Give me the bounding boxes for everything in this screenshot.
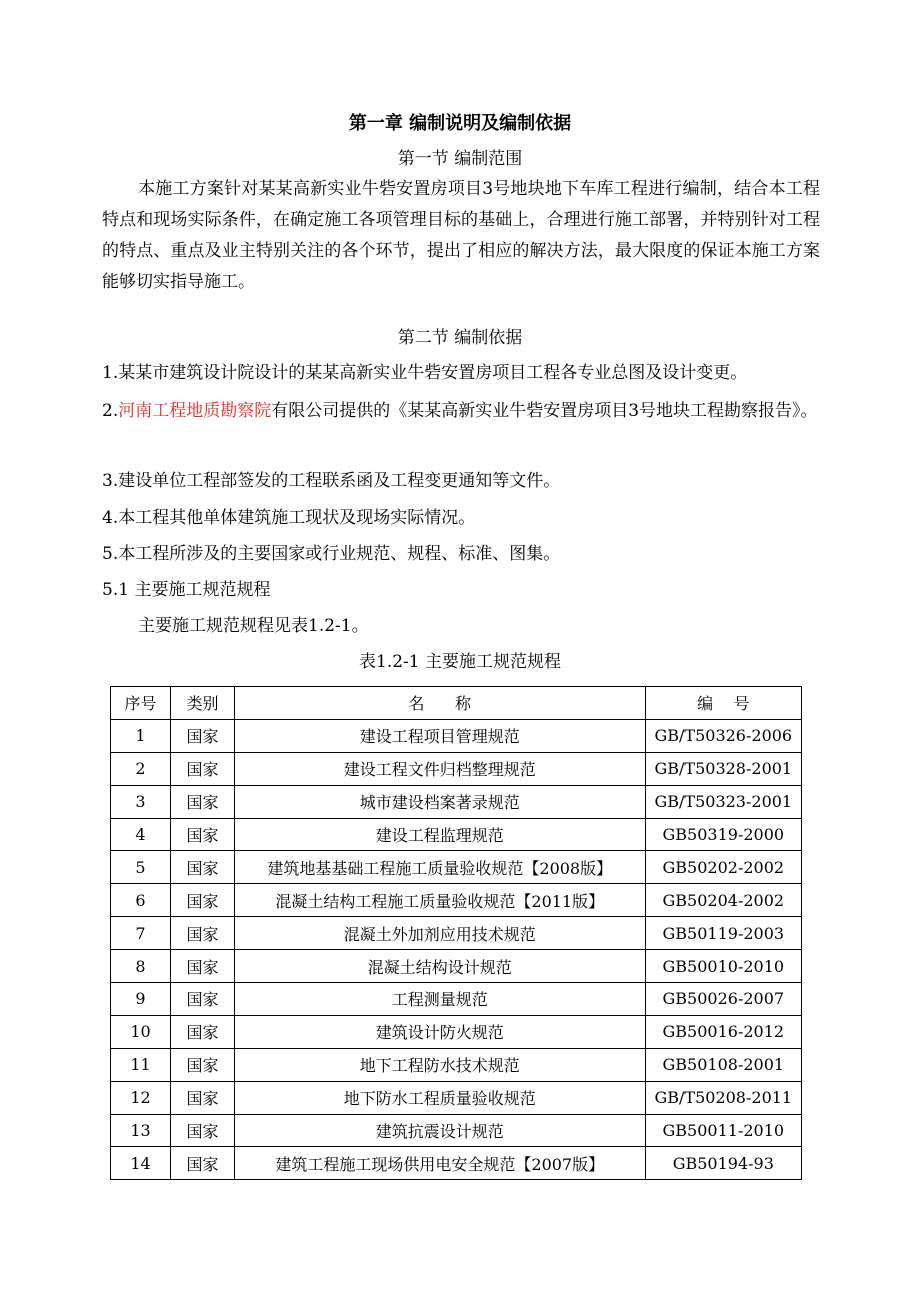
cell-code: GB/T50323-2001 bbox=[645, 785, 801, 818]
basis-item-2-text: 有限公司提供的《某某高新实业牛砦安置房项目3号地块工程勘察报告》。 bbox=[271, 401, 818, 421]
cell-name: 混凝土外加剂应用技术规范 bbox=[234, 917, 645, 950]
basis-item-5: 5.本工程所涉及的主要国家或行业规范、规程、标准、图集。 bbox=[102, 544, 561, 564]
basis-item-2-highlight: 河南工程地质勘察院 bbox=[118, 401, 272, 421]
basis-item-4: 4.本工程其他单体建筑施工现状及现场实际情况。 bbox=[102, 508, 476, 528]
table-caption: 表1.2-1 主要施工规范规程 bbox=[359, 652, 561, 672]
cell-code: GB50204-2002 bbox=[645, 884, 801, 917]
cell-category: 国家 bbox=[171, 785, 235, 818]
cell-category: 国家 bbox=[171, 818, 235, 851]
cell-name: 建筑工程施工现场供用电安全规范【2007版】 bbox=[234, 1147, 645, 1180]
table-row bbox=[111, 752, 802, 785]
cell-name: 混凝土结构设计规范 bbox=[234, 950, 645, 983]
cell-no: 3 bbox=[111, 785, 171, 818]
basis-item-5-1-text: 主要施工规范规程见表1.2-1。 bbox=[138, 616, 369, 636]
cell-code: GB/T50208-2011 bbox=[645, 1081, 801, 1114]
table-row bbox=[111, 983, 802, 1016]
table-row bbox=[111, 1015, 802, 1048]
cell-name: 建设工程监理规范 bbox=[234, 818, 645, 851]
cell-name: 地下工程防水技术规范 bbox=[234, 1048, 645, 1081]
header-code: 编 号 bbox=[645, 687, 801, 720]
table-row bbox=[111, 851, 802, 884]
specs-table bbox=[110, 686, 802, 1180]
cell-category: 国家 bbox=[171, 752, 235, 785]
cell-name: 城市建设档案著录规范 bbox=[234, 785, 645, 818]
table-row bbox=[111, 818, 802, 851]
cell-name: 建设工程项目管理规范 bbox=[234, 719, 645, 752]
cell-name: 地下防水工程质量验收规范 bbox=[234, 1081, 645, 1114]
cell-no: 2 bbox=[111, 752, 171, 785]
cell-no: 8 bbox=[111, 950, 171, 983]
header-no: 序号 bbox=[111, 687, 171, 720]
cell-name: 建设工程文件归档整理规范 bbox=[234, 752, 645, 785]
section-title-basis: 第二节 编制依据 bbox=[397, 328, 523, 348]
table-row bbox=[111, 719, 802, 752]
table-row bbox=[111, 1147, 802, 1180]
cell-category: 国家 bbox=[171, 950, 235, 983]
chapter-title: 第一章 编制说明及编制依据 bbox=[348, 113, 572, 134]
cell-code: GB/T50326-2006 bbox=[645, 719, 801, 752]
section-title-scope: 第一节 编制范围 bbox=[397, 149, 523, 169]
basis-item-3: 3.建设单位工程部签发的工程联系函及工程变更通知等文件。 bbox=[102, 471, 561, 491]
cell-category: 国家 bbox=[171, 884, 235, 917]
cell-code: GB/T50328-2001 bbox=[645, 752, 801, 785]
cell-code: GB50108-2001 bbox=[645, 1048, 801, 1081]
cell-category: 国家 bbox=[171, 1147, 235, 1180]
cell-category: 国家 bbox=[171, 719, 235, 752]
cell-name: 建筑地基基础工程施工质量验收规范【2008版】 bbox=[234, 851, 645, 884]
table-row bbox=[111, 884, 802, 917]
cell-code: GB50319-2000 bbox=[645, 818, 801, 851]
cell-no: 14 bbox=[111, 1147, 171, 1180]
basis-item-2 bbox=[102, 396, 820, 427]
header-category: 类别 bbox=[171, 687, 235, 720]
cell-no: 9 bbox=[111, 983, 171, 1016]
cell-no: 1 bbox=[111, 719, 171, 752]
cell-name: 混凝土结构工程施工质量验收规范【2011版】 bbox=[234, 884, 645, 917]
table-row bbox=[111, 1048, 802, 1081]
cell-no: 4 bbox=[111, 818, 171, 851]
cell-category: 国家 bbox=[171, 1114, 235, 1147]
cell-category: 国家 bbox=[171, 1015, 235, 1048]
cell-code: GB50202-2002 bbox=[645, 851, 801, 884]
table-row bbox=[111, 785, 802, 818]
table-row bbox=[111, 1081, 802, 1114]
cell-name: 建筑抗震设计规范 bbox=[234, 1114, 645, 1147]
cell-no: 12 bbox=[111, 1081, 171, 1114]
table-row bbox=[111, 917, 802, 950]
cell-name: 建筑设计防火规范 bbox=[234, 1015, 645, 1048]
table-row bbox=[111, 950, 802, 983]
cell-no: 7 bbox=[111, 917, 171, 950]
cell-no: 13 bbox=[111, 1114, 171, 1147]
cell-category: 国家 bbox=[171, 851, 235, 884]
basis-item-2-number: 2. bbox=[102, 401, 119, 421]
cell-no: 11 bbox=[111, 1048, 171, 1081]
cell-code: GB50026-2007 bbox=[645, 983, 801, 1016]
cell-no: 10 bbox=[111, 1015, 171, 1048]
cell-no: 6 bbox=[111, 884, 171, 917]
cell-category: 国家 bbox=[171, 917, 235, 950]
cell-code: GB50016-2012 bbox=[645, 1015, 801, 1048]
table-row bbox=[111, 1114, 802, 1147]
scope-paragraph: 本施工方案针对某某高新实业牛砦安置房项目3号地块地下车库工程进行编制，结合本工程特点和现场实际条件，在确定施工各项管理目标的基础上，合理进行施工部署，并特别针对工程的特点、重点及业主特别关注的各个环节，提出了相应的解决方法，最大限度的保证本施工方案能够切实指导施工。 bbox=[102, 179, 820, 292]
basis-item-1: 1.某某市建筑设计院设计的某某高新实业牛砦安置房项目工程各专业总图及设计变更。 bbox=[102, 363, 748, 383]
table-body bbox=[111, 719, 802, 1179]
table-header-row bbox=[111, 687, 802, 720]
cell-code: GB50119-2003 bbox=[645, 917, 801, 950]
cell-code: GB50194-93 bbox=[645, 1147, 801, 1180]
cell-name: 工程测量规范 bbox=[234, 983, 645, 1016]
cell-category: 国家 bbox=[171, 983, 235, 1016]
cell-category: 国家 bbox=[171, 1048, 235, 1081]
cell-code: GB50011-2010 bbox=[645, 1114, 801, 1147]
basis-item-5-1: 5.1 主要施工规范规程 bbox=[102, 580, 271, 600]
header-name: 名 称 bbox=[234, 687, 645, 720]
cell-no: 5 bbox=[111, 851, 171, 884]
cell-category: 国家 bbox=[171, 1081, 235, 1114]
cell-code: GB50010-2010 bbox=[645, 950, 801, 983]
